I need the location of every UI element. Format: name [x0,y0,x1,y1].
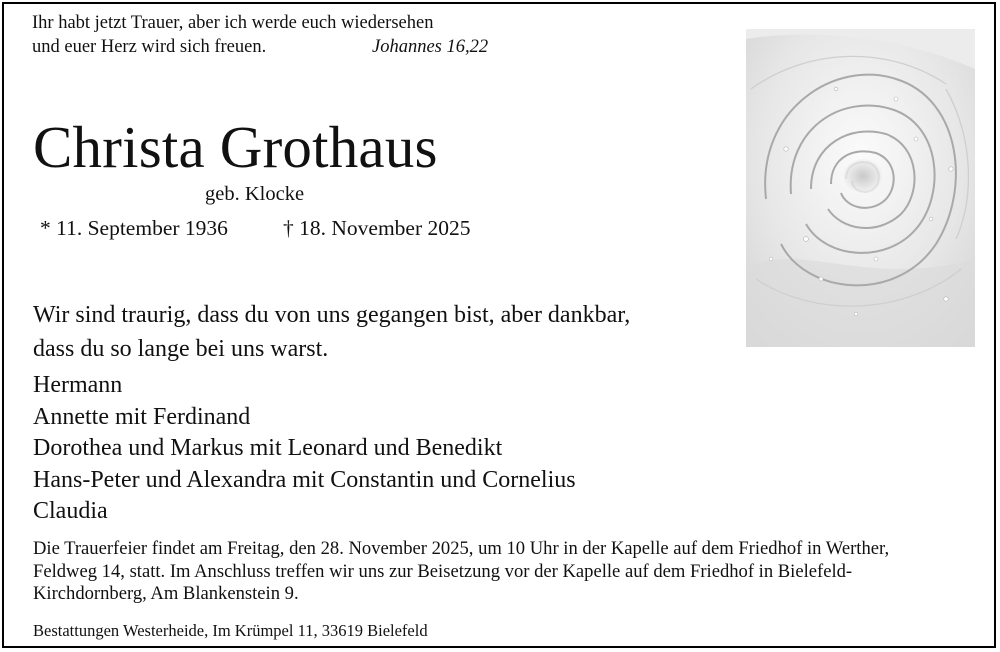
verse-reference: Johannes 16,22 [372,37,489,57]
mourners-list [33,370,576,528]
quote-line-2: dass du so lange bei uns warst. [33,336,329,362]
funeral-service-info [33,538,973,606]
birth-date: * 11. September 1936 [40,216,228,240]
service-line-1: Die Trauerfeier findet am Freitag, den 28. November 2025, um 10 Uhr in der Kapelle auf dem Friedhof in Werther, [33,538,890,559]
mourner-entry: Hans-Peter und Alexandra mit Constantin und Cornelius [33,466,576,493]
service-line-3: Kirchdornberg, Am Blankenstein 9. [33,583,299,604]
farewell-quote [33,298,630,366]
mourner-entry: Annette mit Ferdinand [33,403,251,430]
verse-line-1: Ihr habt jetzt Trauer, aber ich werde euch wiedersehen [32,13,434,33]
death-date: † 18. November 2025 [283,216,471,240]
rose-image [746,29,975,347]
quote-line-1: Wir sind traurig, dass du von uns gegangen bist, aber dankbar, [33,302,631,328]
mourner-entry: Hermann [33,372,123,398]
rose-icon [746,29,975,347]
service-line-2: Feldweg 14, statt. Im Anschluss treffen wir uns zur Beisetzung vor der Kapelle auf dem Friedhof in Bielefeld- [33,560,853,582]
deceased-name: Christa Grothaus [33,114,438,180]
verse-line-2: und euer Herz wird sich freuen. [32,37,267,57]
maiden-name: geb. Klocke [205,183,305,205]
mourner-entry: Claudia [33,498,108,524]
mourner-entry: Dorothea und Markus mit Leonard und Benedikt [33,435,503,461]
undertaker-info: Bestattungen Westerheide, Im Krümpel 11, 33619 Bielefeld [33,621,428,640]
